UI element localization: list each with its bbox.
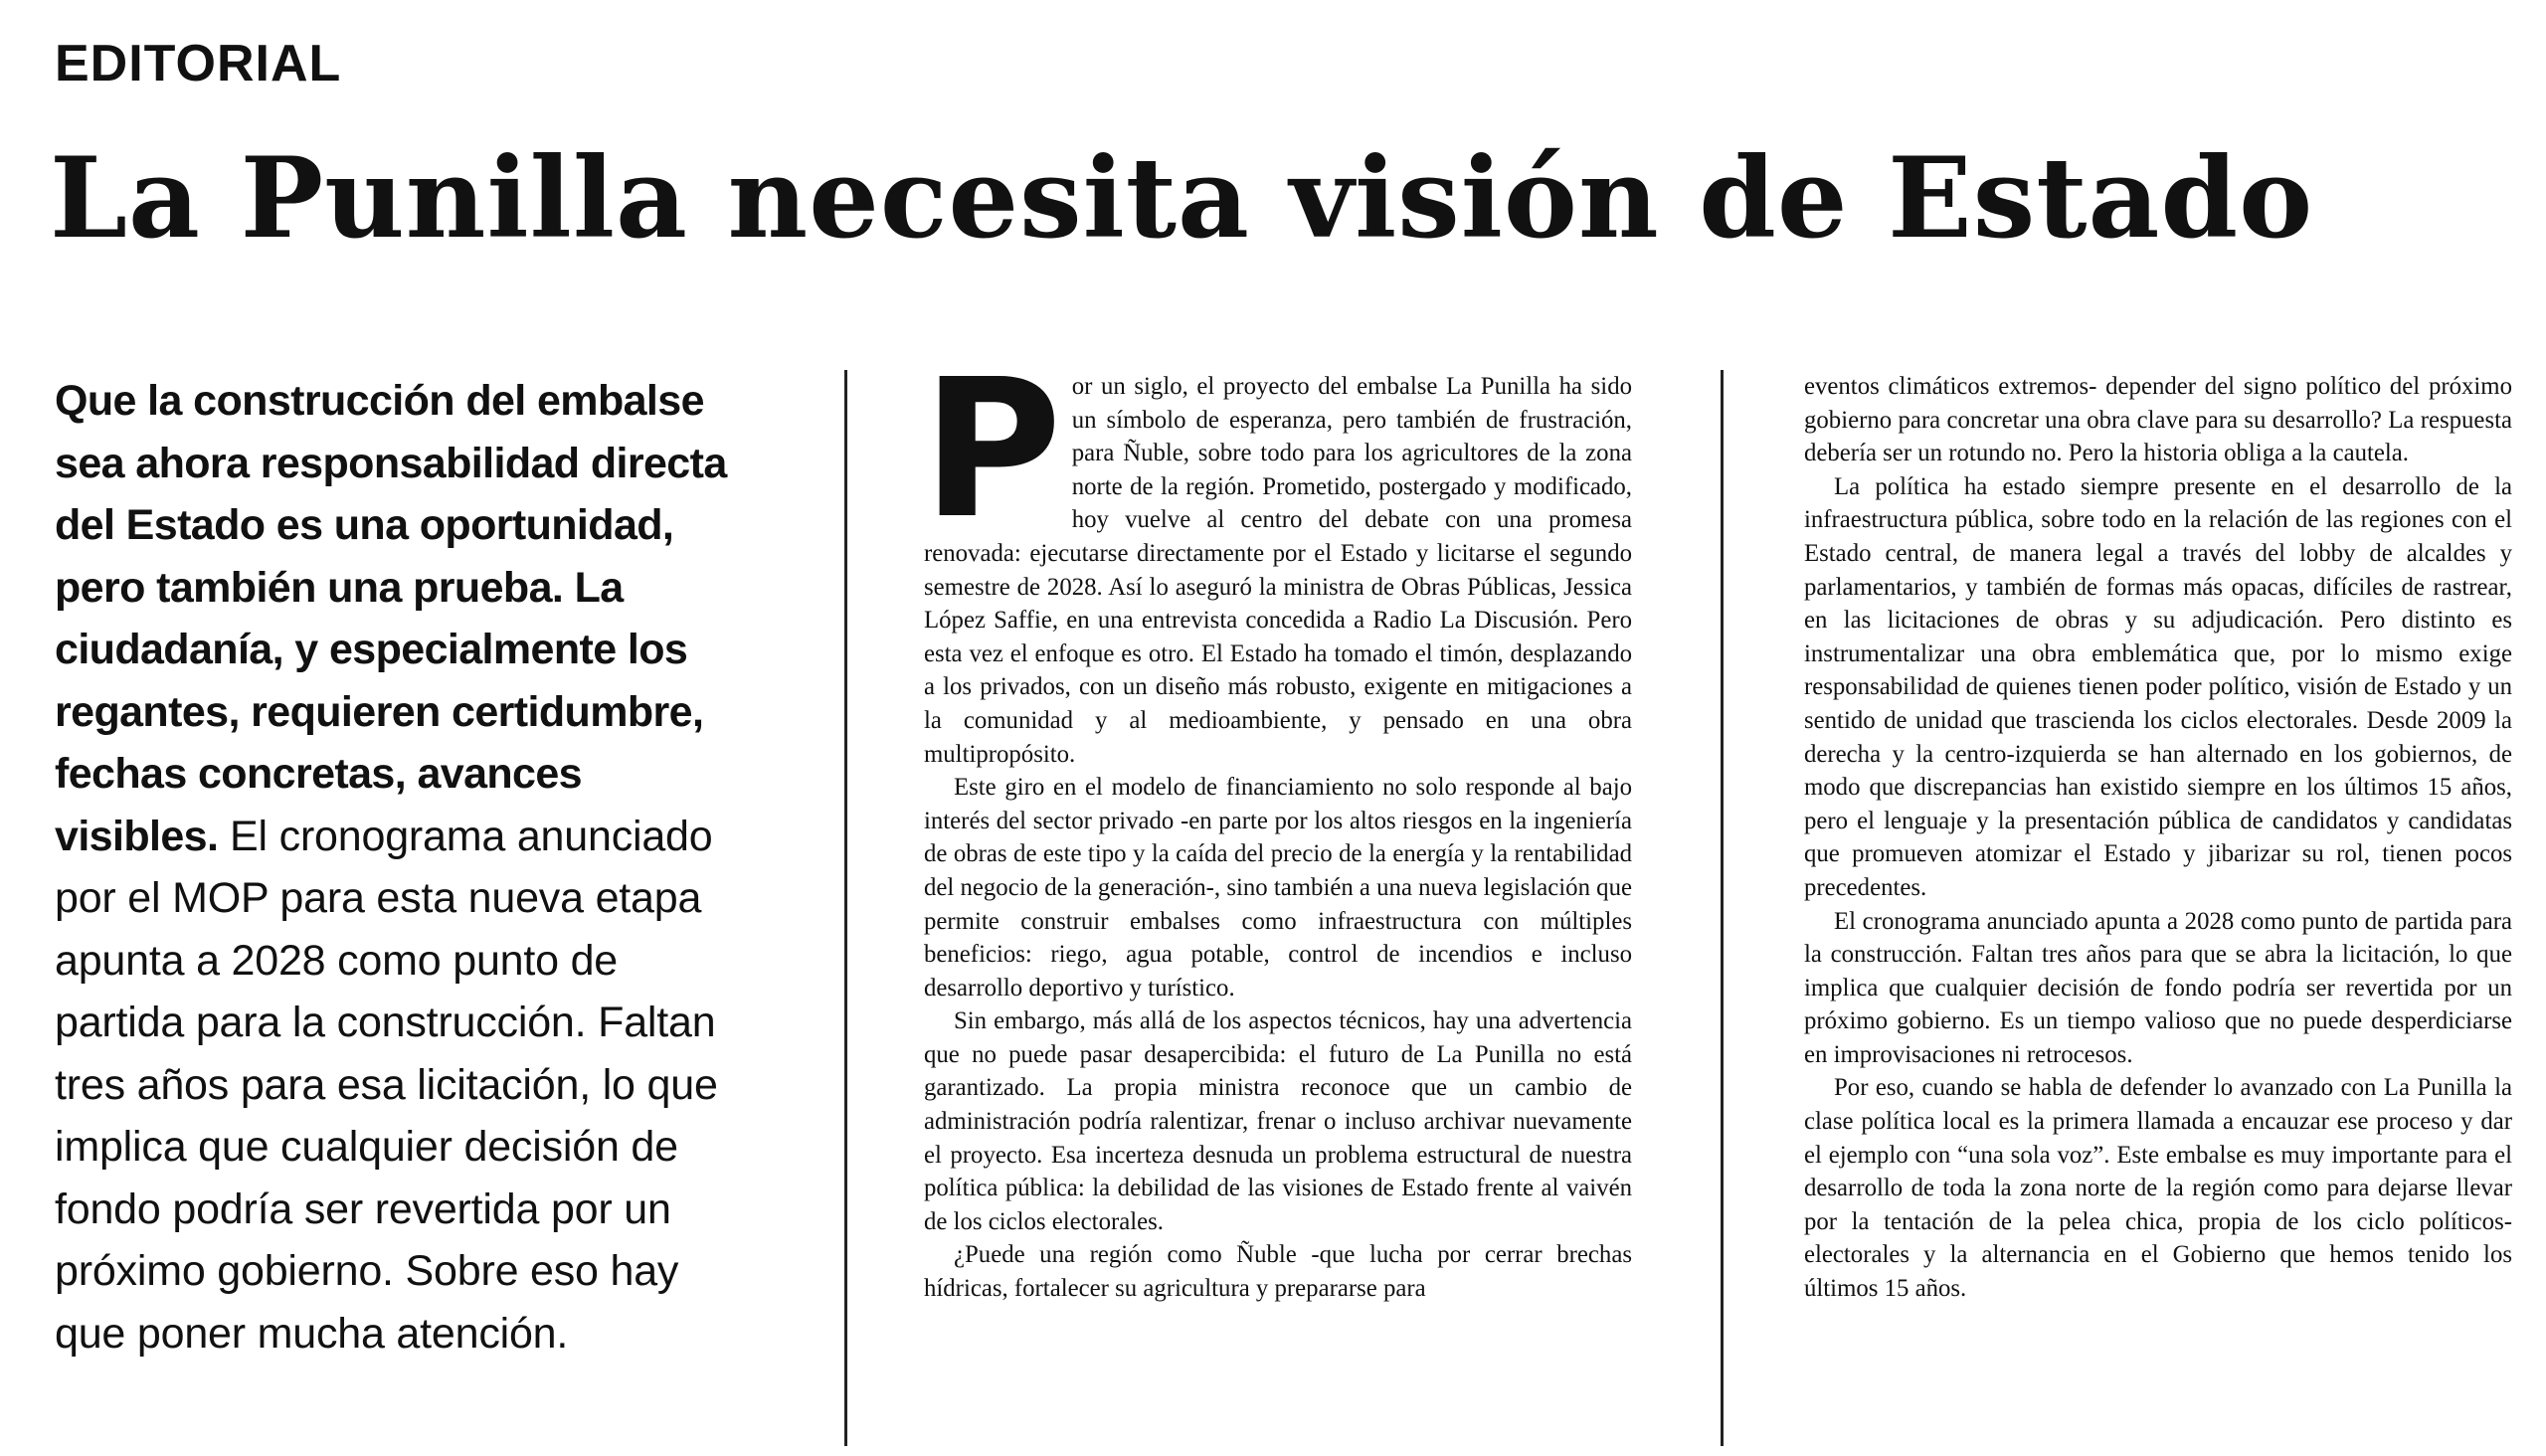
article-column-3 (1804, 370, 2512, 1306)
article-paragraph: Este giro en el modelo de financiamiento no solo responde al bajo interés del sector privado -en parte por los altos riesgos en la ingeniería de obras de este tipo y la caída del precio de la energía y la rentabilidad del negocio de la generación-, sino también a una nueva legislación que permite construir embalses como infraestructura con múltiples beneficios: riego, agua potable, control de incendios e incluso desarrollo deportivo y turístico. (924, 774, 1632, 1001)
article-paragraph: Sin embargo, más allá de los aspectos técnicos, hay una advertencia que no puede pasar desapercibida: el futuro de La Punilla no está garantizado. La propia ministra reconoce que un cambio de administración podría ralentizar, frenar o incluso archivar nuevamente el proyecto. Esa incerteza desnuda un problema estructural de nuestra política pública: la debilidad de las visiones de Estado frente al vaivén de los ciclos electorales. (924, 1007, 1632, 1235)
drop-cap: P (922, 339, 1058, 561)
lead-paragraph (55, 370, 751, 1365)
article-paragraph: El cronograma anunciado apunta a 2028 como punto de partida para la construcción. Faltan tres años para que se abra la licitación, lo que implica que cualquier decisión de fondo podría ser revertida por un próximo gobierno. Es un tiempo valioso que no puede desperdiciarse en improvisaciones ni retrocesos. (1804, 907, 2512, 1068)
column-divider-1 (844, 370, 847, 1446)
lead-bold-text: Que la construcción del embalse sea ahora responsabilidad directa del Estado es una oportunidad, pero también una prueba. La ciudadanía, y especialmente los regantes, requieren certidumbre, fechas concretas, avances visibles. (55, 377, 727, 860)
column-divider-2 (1721, 370, 1724, 1446)
article-paragraph: or un siglo, el proyecto del embalse La Punilla ha sido un símbolo de esperanza, pero también de frustración, para Ñuble, sobre todo para los agricultores de la zona norte de la región. Prometido, postergado y modificado, hoy vuelve al centro del debate con una promesa renovada: ejecutarse directamente por el Estado y licitarse el segundo semestre de 2028. Así lo aseguró la ministra de Obras Públicas, Jessica López Saffie, en una entrevista concedida a Radio La Discusión. Pero esta vez el enfoque es otro. El Estado ha tomado el timón, desplazando a los privados, con un diseño más robusto, exigente en mitigaciones a la comunidad y al medioambiente, y pensado en una obra multipropósito. (924, 373, 1632, 768)
article-paragraph: eventos climáticos extremos- depender del signo político del próximo gobierno para concretar una obra clave para su desarrollo? La respuesta debería ser un rotundo no. Pero la historia obliga a la cautela. (1804, 373, 2512, 467)
article-paragraph: ¿Puede una región como Ñuble -que lucha por cerrar brechas hídricas, fortalecer su agricultura y prepararse para (924, 1241, 1632, 1303)
section-label: EDITORIAL (55, 35, 342, 92)
lead-regular-text: El cronograma anunciado por el MOP para esta nueva etapa apunta a 2028 como punto de partida para la construcción. Faltan tres años para esa licitación, lo que implica que cualquier decisión de fondo podría ser revertida por un próximo gobierno. Sobre eso hay que poner mucha atención. (55, 812, 718, 1358)
article-paragraph: La política ha estado siempre presente en el desarrollo de la infraestructura pública, sobre todo en la relación de las regiones con el Estado central, de manera legal a través del lobby de alcaldes y parlamentarios, y también de formas más opacas, difíciles de rastrear, en las licitaciones de obras y su adjudicación. Pero distinto es instrumentalizar una obra emblemática que, por lo mismo exige responsabilidad de quienes tienen poder político, visión de Estado y un sentido de unidad que trascienda los ciclos electorales. Desde 2009 la derecha y la centro-izquierda se han alternado en los gobiernos, de modo que discrepancias han existido siempre en los últimos 15 años, pero el lenguaje y la presentación pública de candidatos y candidatas que promueven atomizar el Estado y jibarizar su rol, tienen pocos precedentes. (1804, 472, 2512, 901)
article-column-2 (922, 339, 1632, 1306)
article-paragraph: Por eso, cuando se habla de defender lo avanzado con La Punilla la clase política local es la primera llamada a encauzar ese proceso y dar el ejemplo con “una sola voz”. Este embalse es muy importante para el desarrollo de toda la zona norte de la región como para dejarse llevar por la tentación de la pelea chica, propia de los ciclo políticos-electorales y la alternancia en el Gobierno que hemos tenido los últimos 15 años. (1804, 1074, 2512, 1303)
headline: La Punilla necesita visión de Estado (50, 134, 2314, 264)
